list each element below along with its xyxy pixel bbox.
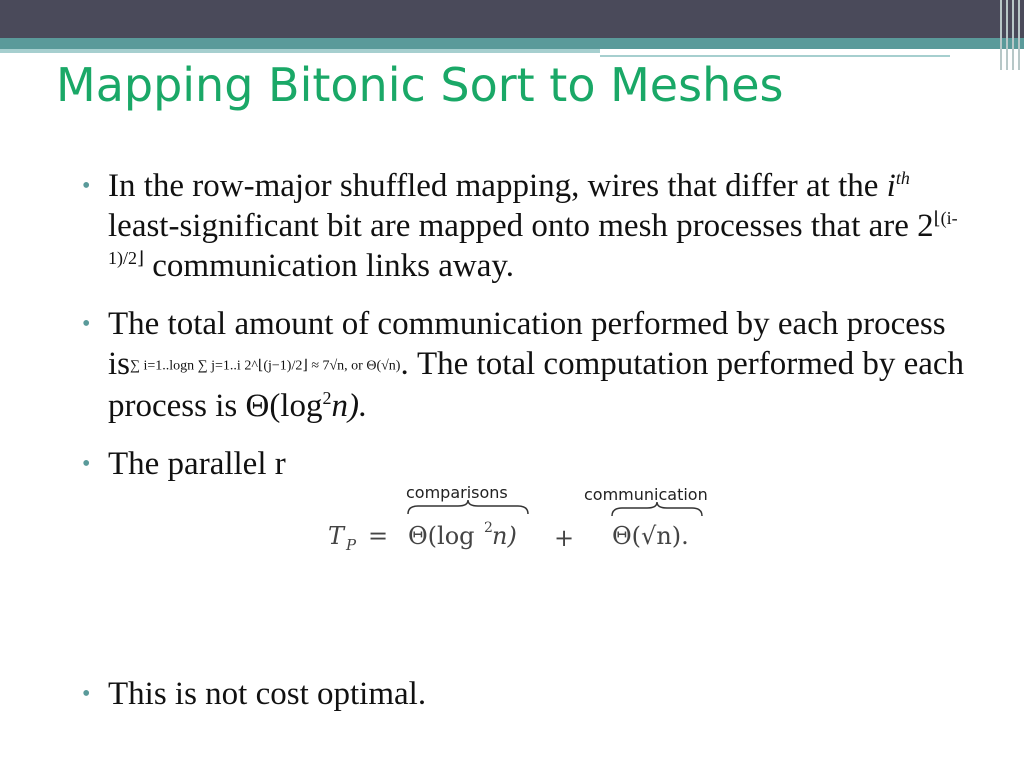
bullet-2-theta-end: n). [331, 388, 368, 425]
bullet-2 [82, 304, 982, 426]
bullet-2-prefix: The total amount of communication performed by each process is [108, 306, 946, 382]
eq-lhs: T [328, 522, 345, 550]
bullet-1-suffix: communication links away. [144, 248, 514, 284]
slide-title: Mapping Bitonic Sort to Meshes [56, 58, 784, 112]
bullet-1-prefix: In the row-major shuffled mapping, wires that differ at the [108, 168, 887, 204]
top-accent-band [0, 38, 1024, 49]
eq-term1-sup: 2 [484, 520, 493, 536]
bullet-2-theta: Θ(log [245, 388, 323, 425]
bullet-2-sum-expression: ∑ i=1..logn ∑ j=1..i 2^⌊(j−1)/2⌋ ≈ 7√n, or Θ(√n) [130, 358, 401, 374]
corner-decoration [994, 0, 1024, 70]
eq-plus: + [554, 524, 575, 552]
label-communication: communication [584, 485, 708, 504]
bullet-dot-icon: • [82, 451, 91, 478]
bullet-4-text: This is not cost optimal. [108, 676, 427, 712]
top-bar [0, 0, 1024, 38]
bullet-1-expr-sup: ⌊(i-1)/2⌋ [108, 208, 958, 268]
bullet-list [82, 166, 982, 502]
bullet-2-suffix: . The total computation performed by each process is [108, 346, 965, 425]
bullet-1-ith: i [886, 168, 896, 204]
bullet-1-expr-base: 2 [917, 208, 934, 244]
label-comparisons: comparisons [406, 483, 508, 502]
bullet-1-ith-sup: th [895, 168, 910, 188]
top-accent-line-right [600, 55, 950, 57]
brace-comparisons [408, 500, 528, 514]
eq-term1-end: n) [492, 522, 517, 550]
bullet-2-theta-sup: 2 [322, 388, 332, 409]
eq-lhs-sub: P [346, 536, 357, 554]
bullet-1 [82, 166, 982, 286]
bullet-dot-icon: • [82, 311, 91, 337]
top-accent-line [0, 49, 600, 53]
bullet-dot-icon: • [82, 173, 91, 199]
bullet-1-mid: least-significant bit are mapped onto mesh processes that are [108, 208, 918, 244]
eq-equals: = [368, 522, 389, 550]
bullet-3-text: The parallel r [108, 446, 286, 483]
eq-term1: Θ(log [408, 522, 475, 550]
brace-communication [612, 502, 702, 516]
eq-term2: Θ(√n). [612, 522, 689, 550]
bullet-4 [82, 674, 426, 714]
bullet-dot-icon: • [82, 681, 91, 707]
runtime-equation [322, 478, 752, 558]
